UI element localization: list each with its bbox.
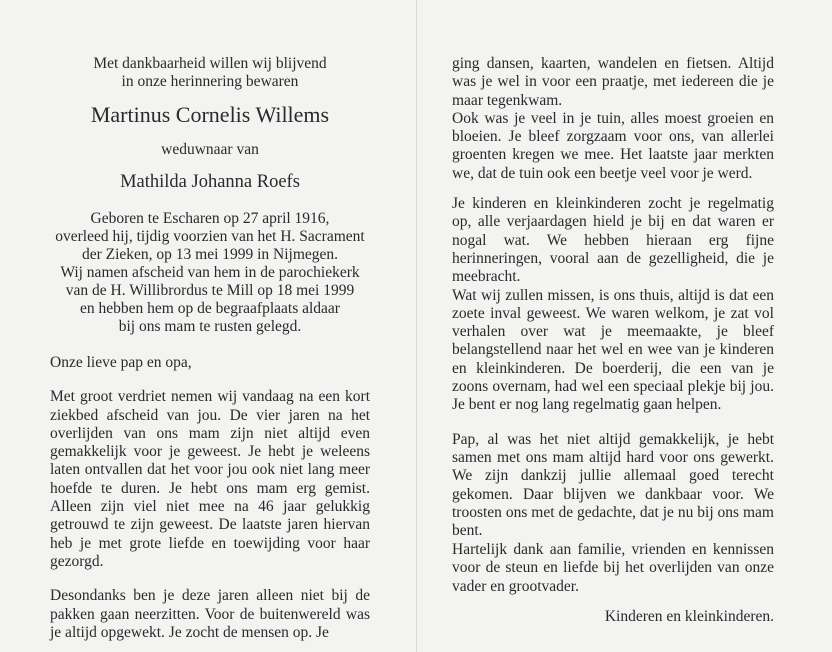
biography-info — [50, 210, 370, 336]
deceased-name: Martinus Cornelis Willems — [90, 102, 330, 127]
info-line: der Zieken, op 13 mei 1999 in Nijmegen. — [81, 246, 339, 263]
paragraph-2: Desondanks ben je deze jaren alleen niet bij de pakken gaan neerzitten. Voor de buitenwereld was je altijd opgewekt. Je zocht de mensen op. Je — [50, 587, 370, 641]
intro-line: Met dankbaarheid willen wij blijvend — [93, 55, 327, 72]
relation-text: weduwnaar van — [161, 141, 259, 158]
left-page — [50, 55, 370, 642]
info-line: bij ons mam te rusten gelegd. — [118, 318, 302, 335]
card-fold-line — [416, 0, 417, 652]
paragraph-6: Wat wij zullen missen, is ons thuis, altijd is dat een zoete inval geweest. We waren welkom, je zat vol verhalen over wat je meemaakte, je bleef belangstellend naar het wel en wee van je kinderen en kleinkinderen. De boerderij, die een van je zoons overnam, had wel een speciaal plekje bij jou. Je bent er nog lang regelmatig gaan helpen. — [452, 286, 774, 414]
info-line: van de H. Willibrordus te Mill op 18 mei 1999 — [65, 282, 355, 299]
info-line: Geboren te Escharen op 27 april 1916, — [90, 210, 330, 227]
salutation: Onze lieve pap en opa, — [50, 354, 192, 371]
info-line: en hebben hem op de begraafplaats aldaar — [80, 300, 340, 317]
thanks-text: Hartelijk dank aan familie, vrienden en kennissen voor de steun en liefde bij het overlijden van onze vader en grootvader. — [452, 541, 774, 595]
paragraph-7: Pap, al was het niet altijd gemakkelijk, je hebt samen met ons mam altijd hard voor ons gewerkt. We zijn dankzij jullie allemaal goed terecht gekomen. Daar blijven we dankbaar voor. We troosten ons met de gedachte, dat je nu bij ons mam bent. — [452, 430, 774, 540]
intro-line: in onze herinnering bewaren — [121, 73, 299, 90]
spouse-name: Mathilda Johanna Roefs — [120, 172, 300, 192]
paragraph-4: Ook was je veel in je tuin, alles moest groeien en bloeien. Je bleef zorgzaam voor ons, van allerlei groenten kregen we mee. Het laatste jaar merkten we, dat de tuin ook een beetje veel voor je werd. — [452, 109, 774, 182]
paragraph-5: Je kinderen en kleinkinderen zocht je regelmatig op, alle verjaardagen hield je bij en dat waren er nogal wat. We hebben hieraan erg fijne herinneringen, vooral aan de gezelligheid, die je meebracht. — [452, 195, 774, 286]
thanks-block — [452, 541, 774, 626]
intro-text — [50, 55, 370, 91]
paragraph-3: ging dansen, kaarten, wandelen en fietsen. Altijd was je wel in voor een praatje, met iedereen die je maar tegenkwam. — [452, 55, 774, 109]
paragraph-1: Met groot verdriet nemen wij vandaag na een kort ziekbed afscheid van jou. De vier jaren na het overlijden van ons mam zijn niet altijd even gemakkelijk voor je geweest. Je hebt je weleens laten ontvallen dat het voor jou ook niet lang meer hoefde te duren. Je hebt ons mam erg gemist. Alleen zijn viel niet mee na 46 jaar gelukkig getrouwd te zijn geweest. De laatste jaren hiervan heb je met grote liefde en toewijding voor haar gezorgd. — [50, 388, 370, 570]
info-line: Wij namen afscheid van hem in de parochiekerk — [60, 264, 360, 281]
signature: Kinderen en kleinkinderen. — [604, 607, 774, 625]
info-line: overleed hij, tijdig voorzien van het H. Sacrament — [55, 228, 365, 245]
right-page — [452, 55, 774, 540]
